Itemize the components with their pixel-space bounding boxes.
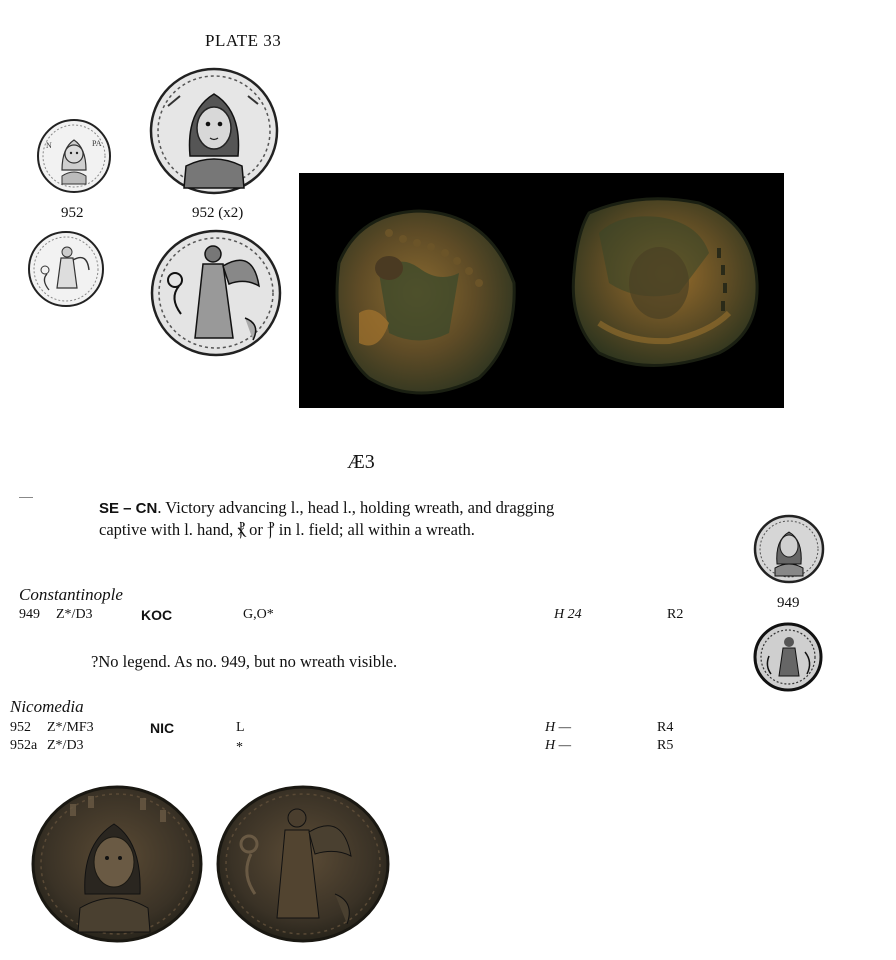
plate-label-952: 952 bbox=[61, 205, 84, 221]
catalog-reference: Z*/D3 bbox=[47, 738, 84, 753]
secondary-reference: H — bbox=[545, 720, 572, 735]
photo-coin-obverse bbox=[573, 199, 757, 366]
rarity: R2 bbox=[667, 607, 684, 622]
catalog-number: 949 bbox=[19, 607, 40, 622]
officina: G,O* bbox=[243, 607, 274, 622]
plate-coin-952-obverse-enlarged bbox=[148, 66, 280, 196]
plate-label-952-x2: 952 (x2) bbox=[192, 205, 244, 221]
side-coin-949-reverse bbox=[753, 622, 823, 692]
mint-mark: KOC bbox=[141, 607, 173, 623]
coin-photo-panel bbox=[299, 173, 784, 408]
plate-coin-952-reverse-enlarged bbox=[149, 228, 283, 358]
rarity: R5 bbox=[657, 738, 674, 753]
mint-mark: NIC bbox=[150, 720, 175, 736]
plate-title: PLATE 33 bbox=[205, 31, 282, 50]
bottom-photo-coin-obverse bbox=[30, 784, 204, 944]
photo-coin-reverse bbox=[337, 211, 514, 393]
mint-name-nicomedia: Nicomedia bbox=[10, 697, 84, 716]
plate-coin-952-reverse bbox=[27, 230, 105, 308]
secondary-reference: H — bbox=[545, 738, 572, 753]
secondary-reference: H 24 bbox=[554, 607, 582, 622]
officina: L bbox=[236, 720, 245, 735]
plate-coin-952-obverse bbox=[36, 118, 112, 194]
type-description-text: . Victory advancing l., head l., holding wreath, and dragging captive with l. hand, ⳩ or ⳨ in l. field; all within a wreath. bbox=[99, 498, 555, 539]
legend-lead: SE – CN bbox=[99, 500, 158, 517]
mint-name-constantinople: Constantinople bbox=[19, 585, 123, 604]
variant-note: ?No legend. As no. 949, but no wreath visible. bbox=[91, 652, 398, 671]
officina: * bbox=[236, 740, 243, 755]
svg-text:N: N bbox=[46, 141, 52, 150]
catalog-reference: Z*/MF3 bbox=[47, 720, 94, 735]
bottom-photo-coin-reverse bbox=[215, 784, 391, 944]
margin-mark bbox=[19, 497, 33, 498]
catalog-number: 952a bbox=[10, 738, 38, 753]
type-description bbox=[99, 497, 569, 540]
svg-text:PA: PA bbox=[92, 139, 102, 148]
denomination-heading: Æ3 bbox=[347, 451, 375, 473]
catalog-reference: Z*/D3 bbox=[56, 607, 93, 622]
catalog-number: 952 bbox=[10, 720, 31, 735]
side-coin-949-obverse bbox=[753, 514, 825, 584]
rarity: R4 bbox=[657, 720, 674, 735]
side-coin-label: 949 bbox=[777, 595, 800, 611]
